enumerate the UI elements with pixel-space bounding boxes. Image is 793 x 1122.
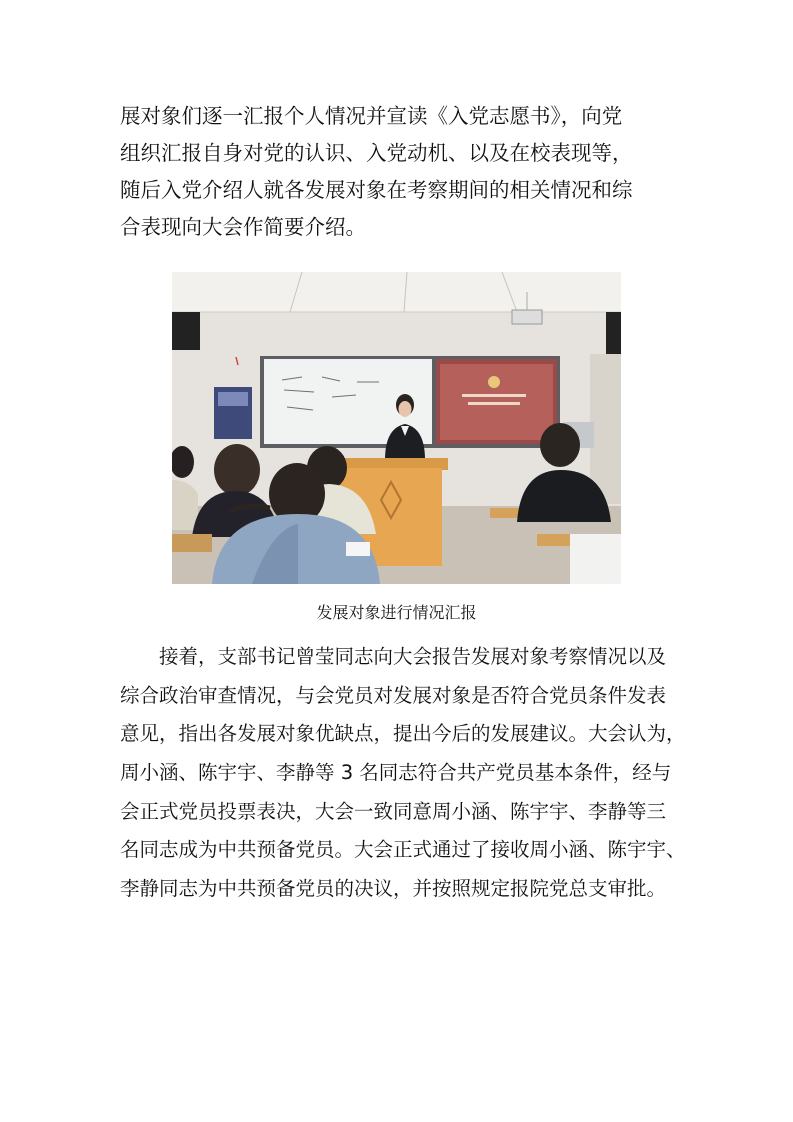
text-line: 接着，支部书记曾莹同志向大会报告发展对象考察情况以及: [120, 645, 667, 668]
text-line: 综合政治审查情况，与会党员对发展对象是否符合党员条件发表: [120, 683, 667, 707]
paragraph-main: [120, 638, 690, 909]
text-line: 名同志成为中共预备党员。大会正式通过了接收周小涵、陈宇宇、: [120, 838, 686, 862]
text-line: 会正式党员投票表决，大会一致同意周小涵、陈宇宇、李静等三: [120, 799, 667, 823]
text-line: 组织汇报自身对党的认识、入党动机、以及在校表现等，: [120, 141, 633, 165]
meeting-photo: [172, 272, 621, 584]
text-line: 展对象们逐一汇报个人情况并宣读《入党志愿书》，向党: [120, 104, 623, 128]
text-line: 周小涵、陈宇宇、李静等 3 名同志符合共产党员基本条件，经与: [120, 761, 672, 785]
paragraph-intro: [120, 98, 680, 246]
text-line: 合表现向大会作简要介绍。: [120, 215, 366, 239]
text-line: 李静同志为中共预备党员的决议，并按照规定报院党总支审批。: [120, 877, 667, 901]
photo-caption: 发展对象进行情况汇报: [316, 603, 477, 622]
text-line: 随后入党介绍人就各发展对象在考察期间的相关情况和综: [120, 178, 633, 202]
text-line: 意见，指出各发展对象优缺点，提出今后的发展建议。大会认为，: [120, 722, 686, 746]
